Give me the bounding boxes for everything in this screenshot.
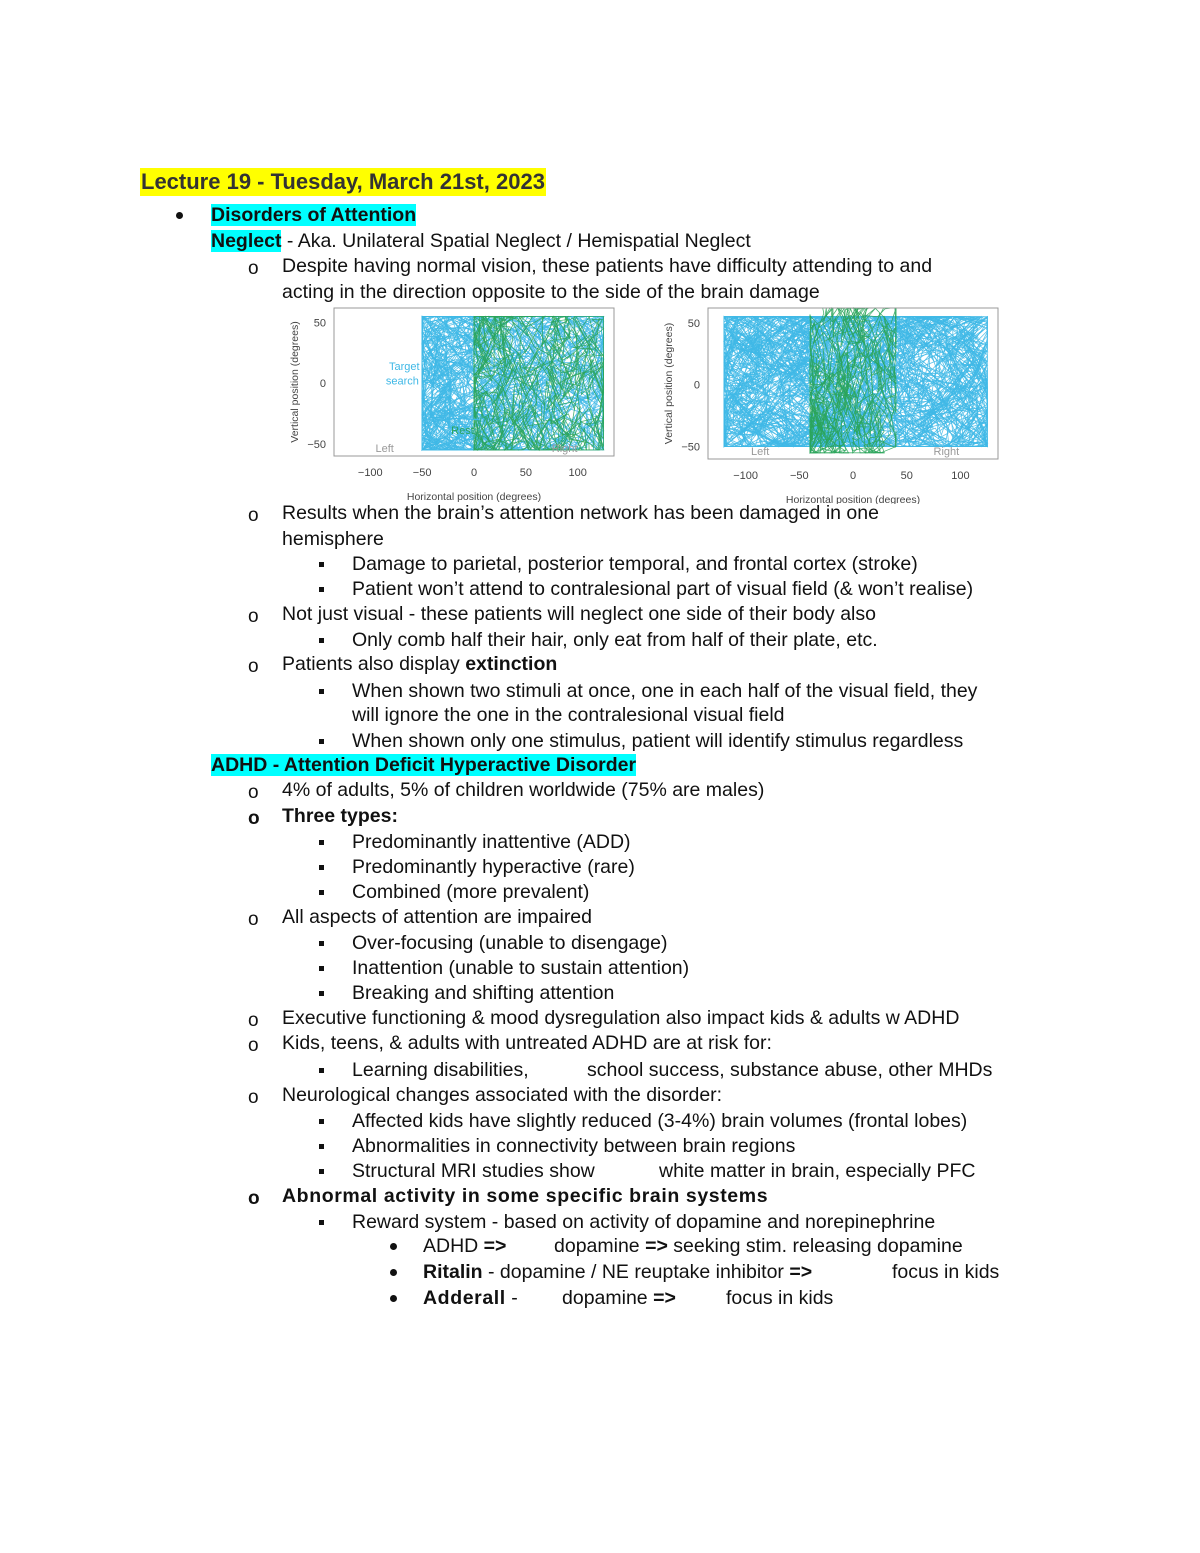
- square-bullet: [319, 689, 324, 694]
- eye-tracking-figure-left: [278, 304, 623, 504]
- square-bullet: [319, 1144, 324, 1149]
- y-tick-label: 0: [319, 378, 326, 391]
- x-tick-label: −50: [789, 470, 809, 482]
- sub-bullet-o: o: [248, 1010, 259, 1031]
- search-traces: [724, 317, 987, 447]
- y-tick-label: −50: [307, 438, 326, 451]
- adhd-point-6: Neurological changes associated with the disorder:: [282, 1084, 723, 1106]
- square-bullet: [319, 890, 324, 895]
- adhd-bullet-2b: focus in kids: [892, 1261, 1000, 1283]
- page-title: Lecture 19 - Tuesday, March 21st, 2023: [141, 169, 545, 194]
- square-bullet: [319, 562, 324, 567]
- section-heading-adhd: ADHD - Attention Deficit Hyperactive Disorder: [211, 754, 637, 776]
- adhd-point-3-sub1: Over-focusing (unable to disengage): [352, 932, 668, 954]
- adhd-point-3-sub2: Inattention (unable to sustain attention): [352, 957, 690, 979]
- rest-label: Rest: [451, 425, 474, 438]
- bullet-dot: [390, 1295, 397, 1302]
- adhd-point-2: Three types:: [282, 805, 398, 827]
- y-tick-label: 0: [693, 379, 700, 392]
- adhd-point-6-sub3b: white matter in brain, especially PFC: [659, 1160, 976, 1182]
- neglect-point-1a: Despite having normal vision, these patients have difficulty attending to and: [282, 255, 933, 277]
- sub-bullet-o: o: [248, 505, 259, 526]
- neglect-point-4: Patients also display extinction: [282, 653, 558, 675]
- square-bullet: [319, 941, 324, 946]
- y-axis-label: Vertical position (degrees): [289, 321, 301, 443]
- sub-bullet-o: o: [248, 909, 259, 930]
- sub-bullet-o: o: [248, 656, 259, 677]
- neglect-point-3-sub1: Only comb half their hair, only eat from half of their plate, etc.: [352, 629, 878, 651]
- neglect-point-4-sub1b: will ignore the one in the contralesional visual field: [352, 704, 785, 726]
- square-bullet: [319, 638, 324, 643]
- adhd-point-5-sub1a: Learning disabilities,: [352, 1059, 529, 1081]
- sub-bullet-o: o: [248, 782, 259, 803]
- eye-tracking-figure-right: [652, 304, 1012, 504]
- x-tick-label: 100: [951, 470, 970, 482]
- neglect-point-4-sub2: When shown only one stimulus, patient will identify stimulus regardless: [352, 730, 964, 752]
- x-tick-label: 100: [568, 467, 587, 479]
- x-tick-label: −50: [412, 467, 432, 479]
- x-axis-label: Horizontal position (degrees): [785, 494, 921, 504]
- adhd-point-5-sub1b: school success, substance abuse, other MHDs: [587, 1059, 993, 1081]
- adhd-bullet-2a: Ritalin - dopamine / NE reuptake inhibitor =>: [423, 1261, 813, 1283]
- sub-bullet-o: o: [248, 606, 259, 627]
- bullet-dot: [390, 1243, 397, 1250]
- x-tick-label: −100: [357, 467, 383, 479]
- x-tick-label: 50: [519, 467, 532, 479]
- square-bullet: [319, 587, 324, 592]
- target-search-label: Target: [388, 360, 420, 373]
- square-bullet: [319, 966, 324, 971]
- adhd-point-5: Kids, teens, & adults with untreated ADHD are at risk for:: [282, 1032, 772, 1054]
- neglect-point-2-sub2: Patient won’t attend to contralesional part of visual field (& won’t realise): [352, 578, 974, 600]
- adhd-bullet-3b: dopamine =>: [562, 1287, 676, 1309]
- right-label: Right: [551, 443, 578, 455]
- square-bullet: [319, 865, 324, 870]
- neglect-point-2-sub1: Damage to parietal, posterior temporal, and frontal cortex (stroke): [352, 553, 918, 575]
- adhd-point-4: Executive functioning & mood dysregulation also impact kids & adults w ADHD: [282, 1007, 960, 1029]
- adhd-point-7: Abnormal activity in some specific brain systems: [282, 1185, 769, 1207]
- adhd-point-6-sub3a: Structural MRI studies show: [352, 1160, 595, 1182]
- left-label: Left: [375, 443, 394, 455]
- sub-bullet-o: o: [248, 1035, 259, 1056]
- adhd-point-7-sub1: Reward system - based on activity of dopamine and norepinephrine: [352, 1211, 936, 1233]
- sub-bullet-o: o: [248, 258, 259, 279]
- adhd-point-6-sub2: Abnormalities in connectivity between brain regions: [352, 1135, 796, 1157]
- y-tick-label: 50: [687, 317, 700, 330]
- section-heading-disorders: Disorders of Attention: [211, 204, 417, 226]
- x-tick-label: 0: [470, 467, 478, 479]
- adhd-bullet-3c: focus in kids: [726, 1287, 834, 1309]
- adhd-point-3-sub3: Breaking and shifting attention: [352, 982, 615, 1004]
- sub-bullet-o: o: [248, 808, 260, 829]
- square-bullet: [319, 840, 324, 845]
- neglect-point-2b: hemisphere: [282, 528, 384, 550]
- square-bullet: [319, 991, 324, 996]
- bullet-dot: [176, 212, 183, 219]
- neglect-point-2a: Results when the brain’s attention network has been damaged in one: [282, 502, 879, 524]
- square-bullet: [319, 1119, 324, 1124]
- sub-bullet-o: o: [248, 1188, 260, 1209]
- neglect-point-1b: acting in the direction opposite to the side of the brain damage: [282, 281, 820, 303]
- sub-bullet-o: o: [248, 1087, 259, 1108]
- target-search-label: search: [385, 375, 419, 388]
- neglect-point-4-sub1a: When shown two stimuli at once, one in each half of the visual field, they: [352, 680, 978, 702]
- adhd-point-1: 4% of adults, 5% of children worldwide (75% are males): [282, 779, 765, 801]
- adhd-bullet-3a: Adderall -: [423, 1287, 518, 1309]
- x-tick-label: 0: [849, 470, 857, 482]
- adhd-point-2-sub2: Predominantly hyperactive (rare): [352, 856, 635, 878]
- adhd-point-2-sub3: Combined (more prevalent): [352, 881, 590, 903]
- neglect-term: Neglect: [211, 230, 282, 252]
- neglect-point-3: Not just visual - these patients will neglect one side of their body also: [282, 603, 876, 625]
- adhd-point-2-sub1: Predominantly inattentive (ADD): [352, 831, 631, 853]
- x-tick-label: 50: [900, 470, 913, 482]
- adhd-point-6-sub1: Affected kids have slightly reduced (3-4%) brain volumes (frontal lobes): [352, 1110, 968, 1132]
- x-axis-label: Horizontal position (degrees): [406, 491, 542, 503]
- x-tick-label: −100: [733, 470, 758, 482]
- bullet-dot: [390, 1269, 397, 1276]
- y-axis-label: Vertical position (degrees): [663, 322, 675, 445]
- square-bullet: [319, 1220, 324, 1225]
- y-tick-label: 50: [313, 317, 326, 330]
- left-label: Left: [750, 446, 770, 458]
- adhd-bullet-1b: dopamine => seeking stim. releasing dopamine: [554, 1235, 963, 1257]
- square-bullet: [319, 739, 324, 744]
- adhd-point-3: All aspects of attention are impaired: [282, 906, 593, 928]
- y-tick-label: −50: [681, 441, 700, 454]
- neglect-definition: Neglect - Aka. Unilateral Spatial Neglect / Hemispatial Neglect: [211, 230, 751, 252]
- square-bullet: [319, 1169, 324, 1174]
- square-bullet: [319, 1068, 324, 1073]
- right-label: Right: [933, 446, 960, 458]
- adhd-bullet-1a: ADHD =>: [423, 1235, 507, 1257]
